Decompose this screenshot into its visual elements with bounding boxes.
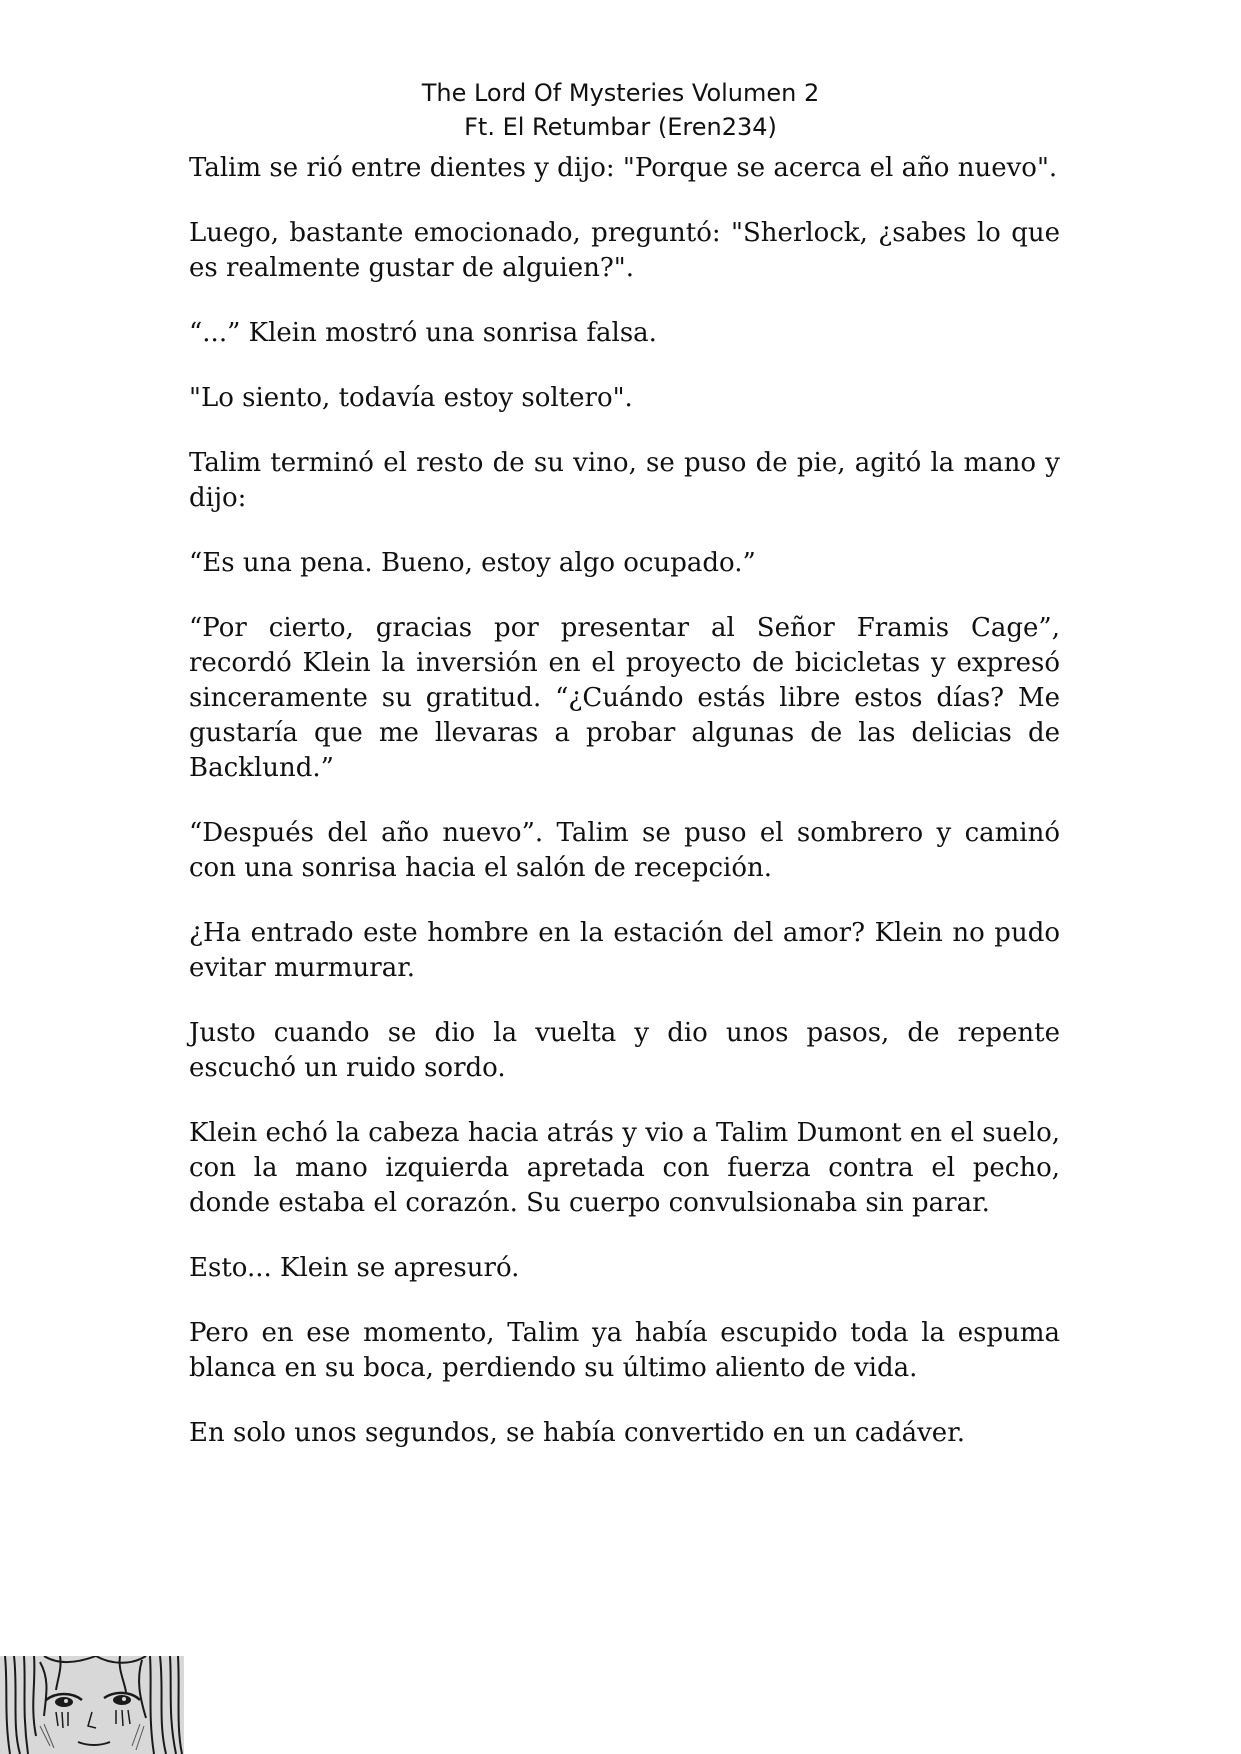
paragraph: Luego, bastante emocionado, preguntó: "Sherlock, ¿sabes lo que es realmente gustar de alguien?".	[189, 218, 1060, 283]
paragraph: Talim terminó el resto de su vino, se puso de pie, agitó la mano y dijo:	[189, 448, 1060, 513]
manga-face-illustration-icon	[0, 1656, 184, 1754]
page-header	[0, 76, 1241, 144]
corner-illustration	[0, 1656, 184, 1754]
paragraph: “Después del año nuevo”. Talim se puso el sombrero y caminó con una sonrisa hacia el salón de recepción.	[189, 818, 1060, 883]
paragraph: En solo unos segundos, se había convertido en un cadáver.	[189, 1418, 966, 1448]
paragraph: “...” Klein mostró una sonrisa falsa.	[189, 318, 657, 348]
header-title: The Lord Of Mysteries Volumen 2	[421, 79, 820, 107]
paragraph: “Por cierto, gracias por presentar al Señor Framis Cage”, recordó Klein la inversión en el proyecto de bicicletas y expresó sinceramente su gratitud. “¿Cuándo estás libre estos días? Me gustaría que me llevaras a probar algunas de las delicias de Backlund.”	[189, 613, 1060, 783]
paragraph: ¿Ha entrado este hombre en la estación del amor? Klein no pudo evitar murmurar.	[189, 918, 1060, 983]
paragraph: “Es una pena. Bueno, estoy algo ocupado.”	[189, 548, 756, 578]
paragraph: Klein echó la cabeza hacia atrás y vio a Talim Dumont en el suelo, con la mano izquierda apretada con fuerza contra el pecho, donde estaba el corazón. Su cuerpo convulsionaba sin parar.	[189, 1118, 1060, 1218]
paragraph: Pero en ese momento, Talim ya había escupido toda la espuma blanca en su boca, perdiendo su último aliento de vida.	[189, 1318, 1060, 1383]
paragraph: Justo cuando se dio la vuelta y dio unos pasos, de repente escuchó un ruido sordo.	[189, 1018, 1060, 1083]
document-body	[189, 151, 1060, 1481]
paragraph: Esto... Klein se apresuró.	[189, 1253, 520, 1283]
header-subtitle: Ft. El Retumbar (Eren234)	[464, 113, 777, 141]
paragraph: Talim se rió entre dientes y dijo: "Porque se acerca el año nuevo".	[189, 153, 1058, 183]
paragraph: "Lo siento, todavía estoy soltero".	[189, 383, 633, 413]
